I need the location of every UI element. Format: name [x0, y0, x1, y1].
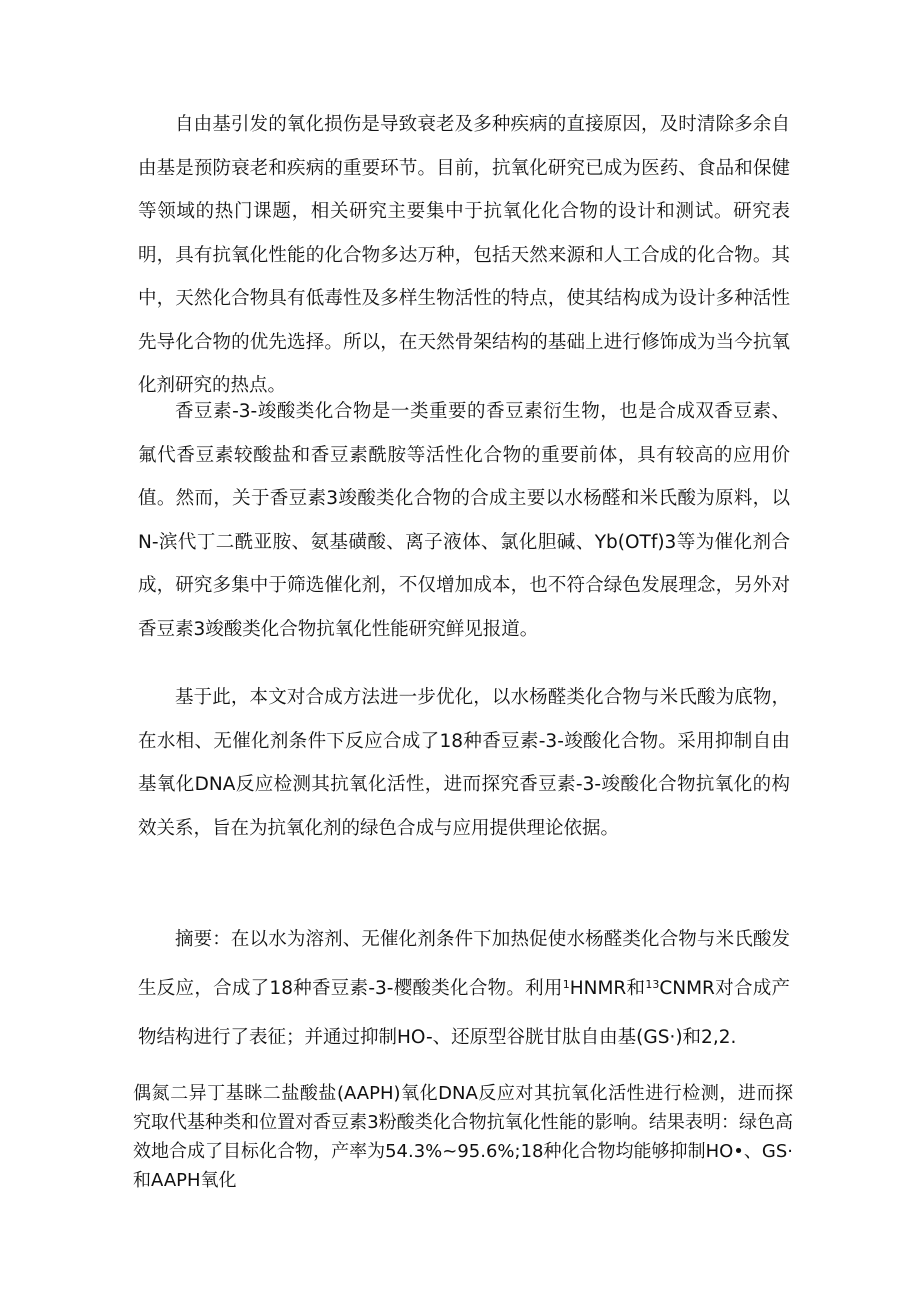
abstract-text-3: CNMR对合成产物结构进行了表征；并通过抑制HO-、还原型谷胱甘肽自由基(GS·)和2,2. [138, 978, 790, 1048]
paragraph-coumarin: 香豆素-3-竣酸类化合物是一类重要的香豆素衍生物，也是合成双香豆素、氟代香豆素较酸盐和香豆素酰胺等活性化合物的重要前体，具有较高的应用价值。然而，关于香豆素3竣酸类化合物的合成主要以水杨醛和米氏酸为原料，以N-滨代丁二酰亚胺、氨基磺酸、离子液体、氯化胆碱、Yb(OTf)3等为催化剂合成，研究多集中于筛选催化剂，不仅增加成本，也不符合绿色发展理念，另外对香豆素3竣酸类化合物抗氧化性能研究鲜见报道。 [138, 401, 790, 640]
abstract-text-2: HNMR和 [569, 978, 646, 999]
abstract-text-1: 摘要：在以水为溶剂、无催化剂条件下加热促使水杨醛类化合物与米氏酸发生反应，合成了18种香豆素-3-樱酸类化合物。利用 [138, 929, 790, 999]
paragraph-intro: 自由基引发的氧化损伤是导致衰老及多种疾病的直接原因，及时清除多余自由基是预防衰老和疾病的重要环节。目前，抗氧化研究已成为医药、食品和保健等领域的热门课题，相关研究主要集中于抗氧化化合物的设计和测试。研究表明，具有抗氧化性能的化合物多达万种，包括天然来源和人工合成的化合物。其中，天然化合物具有低毒性及多样生物活性的特点，使其结构成为设计多种活性先导化合物的优先选择。所以，在天然骨架结构的基础上进行修饰成为当今抗氧化剂研究的热点。 [138, 114, 790, 396]
superscript-13: 13 [645, 977, 660, 991]
superscript-1: 1 [562, 977, 570, 991]
paragraph-method: 基于此，本文对合成方法进一步优化，以水杨醛类化合物与米氏酸为底物，在水相、无催化剂条件下反应合成了18种香豆素-3-竣酸化合物。采用抑制自由基氧化DNA反应检测其抗氧化活性，进而探究香豆素-3-竣酸化合物抗氧化的构效关系，旨在为抗氧化剂的绿色合成与应用提供理论依据。 [138, 687, 790, 839]
abstract-continuation: 偶氮二异丁基眯二盐酸盐(AAPH)氧化DNA反应对其抗氧化活性进行检测，进而探究取代基种类和位置对香豆素3粉酸类化合物抗氧化性能的影响。结果表明：绿色高效地合成了目标化合物，产率为54.3%~95.6%;18种化合物均能够抑制HO•、GS·和AAPH氧化 [133, 1083, 793, 1191]
abstract-paragraph [138, 915, 790, 1062]
